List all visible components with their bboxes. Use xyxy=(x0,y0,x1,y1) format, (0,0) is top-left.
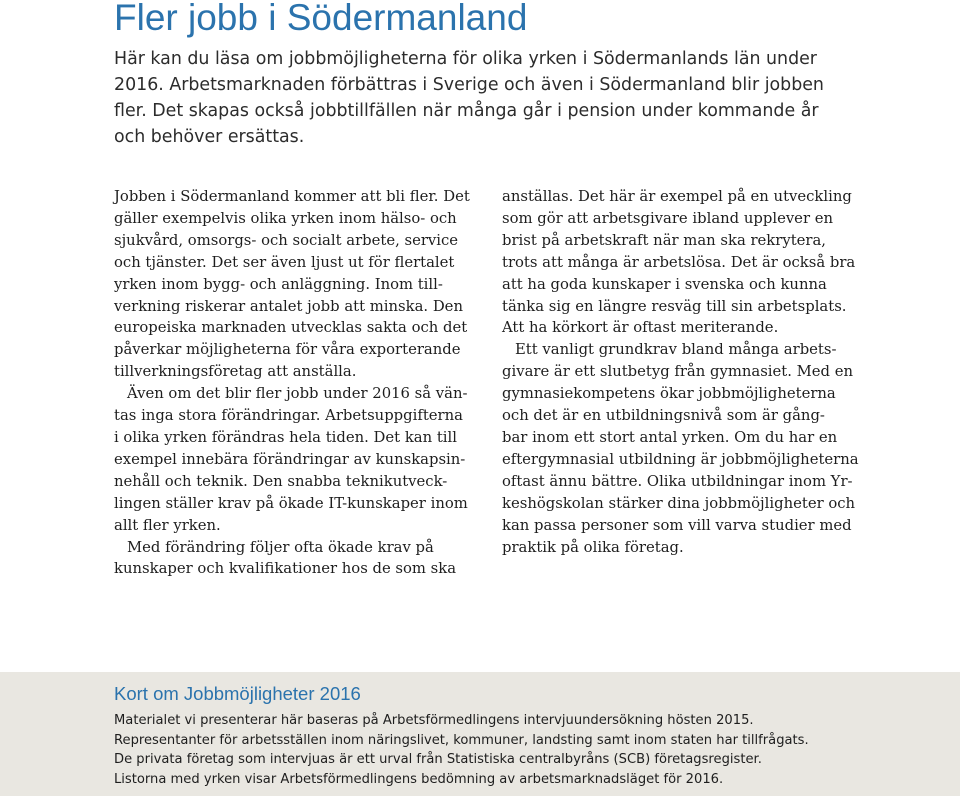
body-line: kan passa personer som vill varva studier med xyxy=(502,516,852,534)
body-line: oftast ännu bättre. Olika utbildningar inom Yr- xyxy=(502,472,853,490)
info-box-title: Kort om Jobbmöjligheter 2016 xyxy=(114,683,361,704)
page-title: Fler jobb i Södermanland xyxy=(114,0,528,38)
body-line: yrken inom bygg- och anläggning. Inom till- xyxy=(114,275,443,293)
body-line: kunskaper och kvalifikationer hos de som ska xyxy=(114,560,457,578)
body-line: givare är ett slutbetyg från gymnasiet. Med en xyxy=(502,363,854,381)
body-line: lingen ställer krav på ökade IT-kunskaper inom xyxy=(114,494,468,512)
body-line: i olika yrken förändras hela tiden. Det kan till xyxy=(114,428,457,446)
body-line: Ett vanligt grundkrav bland många arbets- xyxy=(515,341,837,359)
body-line: gäller exempelvis olika yrken inom hälso- och xyxy=(114,209,457,227)
body-line: tas inga stora förändringar. Arbetsuppgifterna xyxy=(114,407,463,425)
body-line: Även om det blir fler jobb under 2016 så vän- xyxy=(127,385,468,403)
body-line: anställas. Det här är exempel på en utveckling xyxy=(502,188,852,205)
body-line: trots att många är arbetslösa. Det är också bra xyxy=(502,253,856,271)
body-line: tänka sig en längre resväg till sin arbetsplats. xyxy=(502,297,847,315)
body-column-right xyxy=(502,186,859,558)
body-line: allt fler yrken. xyxy=(114,516,221,534)
body-line: sjukvård, omsorgs- och socialt arbete, service xyxy=(114,231,459,249)
info-line: Listorna med yrken visar Arbetsförmedlingens bedömning av arbetsmarknadsläget för 2016. xyxy=(114,771,724,787)
info-line: Materialet vi presenterar här baseras på Arbetsförmedlingens intervjuundersökning hösten 2015. xyxy=(114,713,754,728)
body-line: gymnasiekompetens ökar jobbmöjligheterna xyxy=(502,385,836,403)
body-line: praktik på olika företag. xyxy=(502,538,684,556)
body-line: att ha goda kunskaper i svenska och kunna xyxy=(502,275,827,293)
body-line: nehåll och teknik. Den snabba teknikutveck- xyxy=(114,472,448,490)
intro-line: och behöver ersättas. xyxy=(114,127,305,147)
body-line: Att ha körkort är oftast meriterande. xyxy=(502,319,779,337)
intro-line: Här kan du läsa om jobbmöjligheterna för olika yrken i Södermanlands län under xyxy=(114,49,817,69)
body-line: Med förändring följer ofta ökade krav på xyxy=(127,538,434,556)
intro-line: fler. Det skapas också jobbtillfällen när många går i pension under kommande år xyxy=(114,101,819,121)
body-line: och det är en utbildningsnivå som är gång- xyxy=(502,407,825,425)
body-line: keshögskolan stärker dina jobbmöjligheter och xyxy=(502,494,856,512)
intro-paragraph xyxy=(114,46,854,150)
body-line: bar inom ett stort antal yrken. Om du har en xyxy=(502,428,838,446)
body-line: som gör att arbetsgivare ibland upplever en xyxy=(502,209,834,227)
body-line: eftergymnasial utbildning är jobbmöjligheterna xyxy=(502,450,859,468)
body-line: Jobben i Södermanland kommer att bli fler. Det xyxy=(114,188,470,205)
info-line: De privata företag som intervjuas är ett urval från Statistiska centralbyråns (SCB) företagsregister. xyxy=(114,752,762,767)
intro-line: 2016. Arbetsmarknaden förbättras i Sverige och även i Södermanland blir jobben xyxy=(114,75,824,95)
body-line: brist på arbetskraft när man ska rekrytera, xyxy=(502,231,826,249)
body-line: och tjänster. Det ser även ljust ut för flertalet xyxy=(114,253,455,271)
body-line: europeiska marknaden utvecklas sakta och det xyxy=(114,319,468,337)
info-box-body xyxy=(114,711,809,789)
body-line: tillverkningsföretag att anställa. xyxy=(114,363,357,381)
body-line: verkning riskerar antalet jobb att minska. Den xyxy=(114,297,463,315)
body-line: exempel innebära förändringar av kunskapsin- xyxy=(114,450,466,468)
body-column-left xyxy=(114,186,470,580)
body-line: påverkar möjligheterna för våra exporterande xyxy=(114,341,461,359)
info-line: Representanter för arbetsställen inom näringslivet, kommuner, landsting samt inom staten har tillfrågats. xyxy=(114,732,809,748)
